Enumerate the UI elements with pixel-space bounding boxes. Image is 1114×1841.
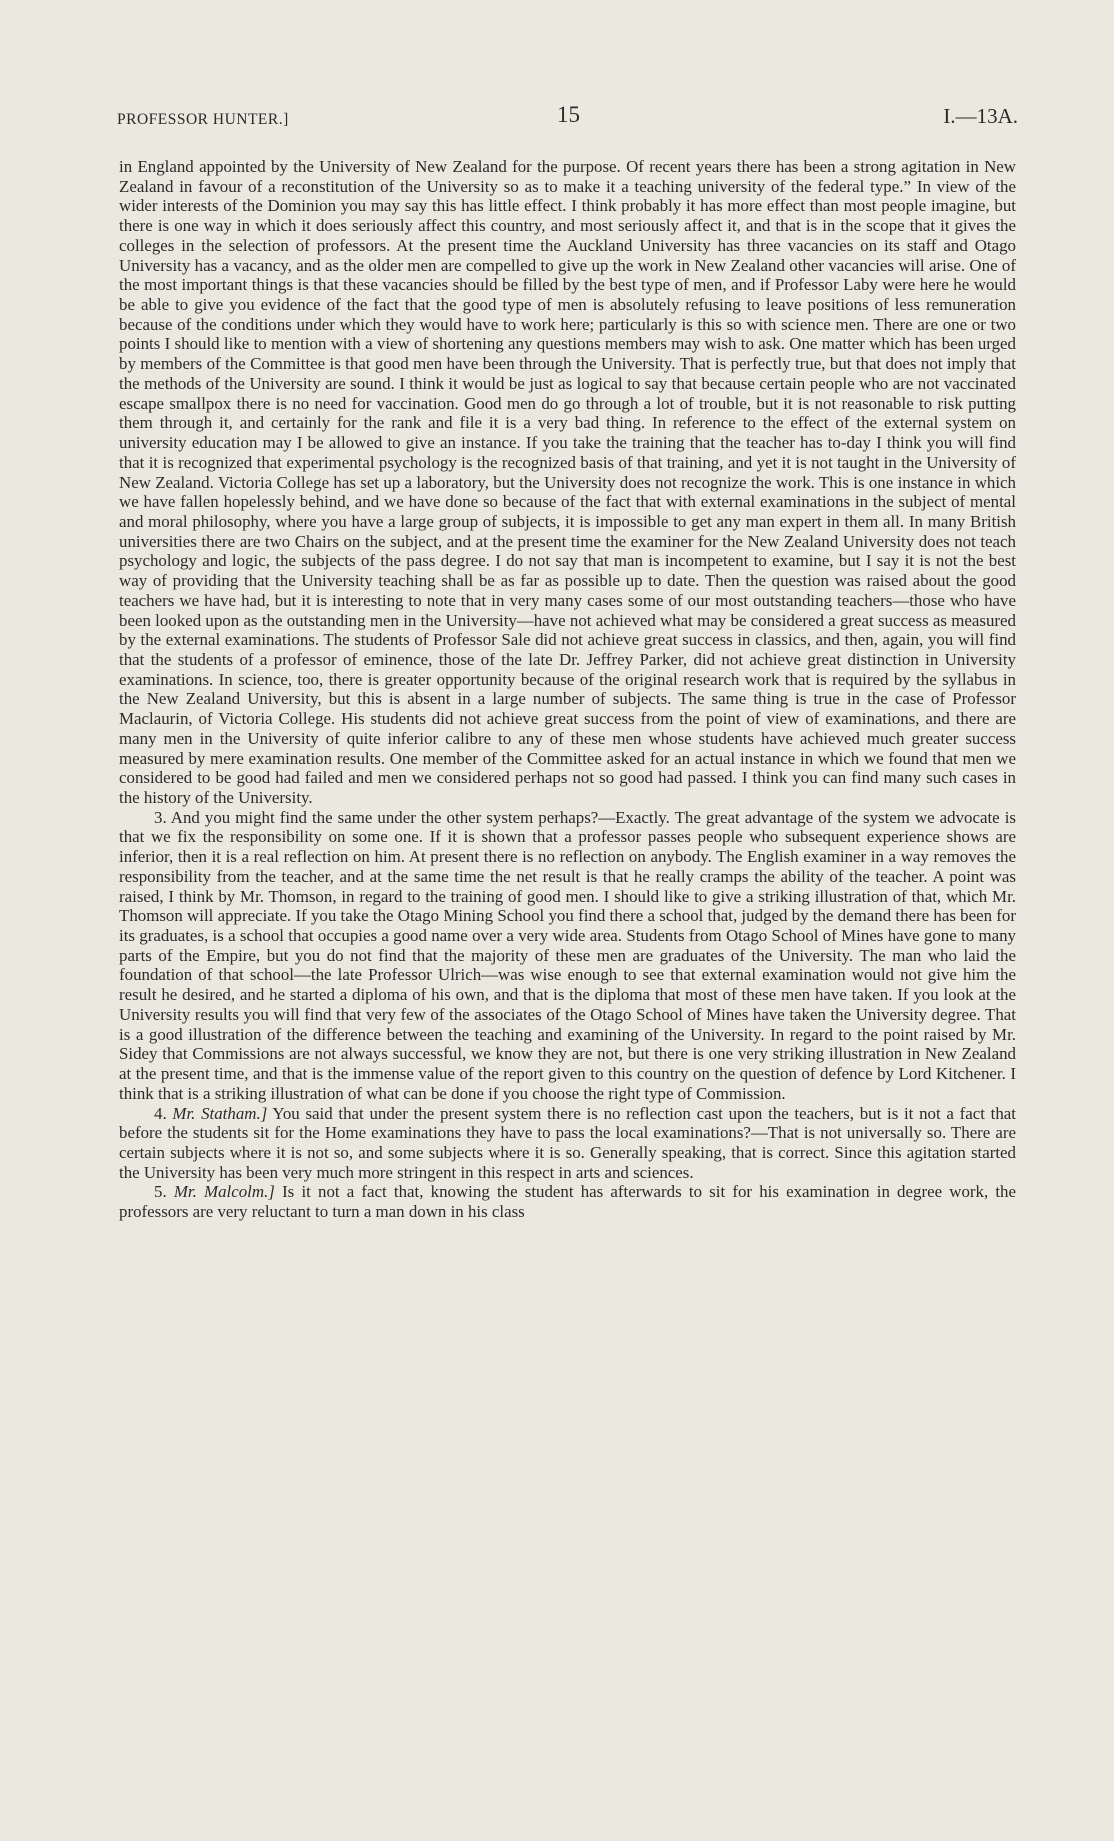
question-number: 5. bbox=[154, 1182, 167, 1202]
page-number: 15 bbox=[557, 102, 580, 127]
paragraph-text: Is it not a fact that, knowing the student has afterwards to sit for his examination in degree work, the professors are very reluctant to turn a man down in his class bbox=[119, 1182, 1016, 1222]
paper-reference: I.—13A. bbox=[943, 104, 1018, 128]
paragraph-continuation bbox=[119, 157, 1016, 808]
speaker-label: Mr. Malcolm.] bbox=[173, 1182, 275, 1202]
page-body bbox=[119, 157, 1016, 1222]
paragraph-5 bbox=[119, 1182, 1016, 1221]
paragraph-4 bbox=[119, 1104, 1016, 1183]
paragraph-text: And you might find the same under the other system perhaps?—Exactly. The great advantage of the system we advocate is that we fix the responsibility on some one. If it is shown that a professor passes people who subsequent experience shows are inferior, then it is a real reflection on him. At present there is no reflection on anybody. The English examiner in a way removes the responsibility from the teacher, and at the same time the net result is that he really cramps the ability of the teacher. A point was raised, I think by Mr. Thomson, in regard to the training of good men. I should like to give a striking illustration of that, which Mr. Thomson will appreciate. If you take the Otago Mining School you find there a school that, judged by the demand there has been for its graduates, is a school that occupies a good name over a very wide area. Students from Otago School of Mines have gone to many parts of the Empire, but you do not find that the majority of these men are graduates of the University. The man who laid the foundation of that school—the late Professor Ulrich—was wise enough to see that external examination would not give him the result he desired, and he started a diploma of his own, and that is the diploma that most of these men have taken. If you look at the University results you will find that very few of the associates of the Otago School of Mines have taken the University degree. That is a good illustration of the difference between the teaching and examining of the University. In regard to the point raised by Mr. Sidey that Commissions are not always successful, we know they are not, but there is one very striking illustration in New Zealand at the present time, and that is the immense value of the report given to this country on the question of defence by Lord Kitchener. I think that is a striking illustration of what can be done if you choose the right type of Commission. bbox=[119, 807, 1016, 1103]
paragraph-3 bbox=[119, 808, 1016, 1104]
speaker-label: Mr. Statham.] bbox=[172, 1103, 268, 1123]
paragraph-text: You said that under the present system there is no reflection cast upon the teachers, but is it not a fact that before the students sit for the Home examinations they have to pass the local examinations?—That is not universally so. There are certain subjects where it is not so, and some subjects where it is so. Generally speaking, that is correct. Since this agitation started the University has been very much more stringent in this respect in arts and sciences. bbox=[119, 1103, 1016, 1182]
running-header bbox=[117, 102, 1018, 132]
question-number: 3. bbox=[154, 807, 167, 827]
paragraph-text: in England appointed by the University of New Zealand for the purpose. Of recent years there has been a strong agitation in New Zealand in favour of a reconstitution of the University so as to make it a teaching university of the federal type.” In view of the wider interests of the Dominion you may say this has little effect. I think probably it has more effect than most people imagine, but there is one way in which it does seriously affect this country, and most seriously affect it, and that is in the scope that it gives the colleges in the selection of professors. At the present time the Auckland University has three vacancies on its staff and Otago University has a vacancy, and as the older men are compelled to give up the work in New Zealand other vacancies will arise. One of the most important things is that these vacancies should be filled by the best type of men, and if Professor Laby were here he would be able to give you evidence of the fact that the good type of men is absolutely refusing to leave positions of less remuneration because of the conditions under which they would have to work here; particularly is this so with science men. There are one or two points I should like to mention with a view of shortening any questions members may wish to ask. One matter which has been urged by members of the Committee is that good men have been through the University. That is perfectly true, but that does not imply that the methods of the University are sound. I think it would be just as logical to say that because certain people who are not vaccinated escape smallpox there is no need for vaccination. Good men do go through a lot of trouble, but it is not reasonable to risk putting them through it, and certainly for the rank and file it is a very bad thing. In reference to the effect of the external system on university education may I be allowed to give an instance. If you take the training that the teacher has to-day I think you will find that it is recognized that experimental psychology is the recognized basis of that training, and yet it is not taught in the University of New Zealand. Victoria College has set up a laboratory, but the University does not recognize the work. This is one instance in which we have fallen hopelessly behind, and we have done so because of the fact that with external examinations in the subject of mental and moral philosophy, where you have a large group of subjects, it is impossible to get any man expert in them all. In many British universities there are two Chairs on the subject, and at the present time the examiner for the New Zealand University does not teach psychology and logic, the subjects of the pass degree. I do not say that man is incompetent to examine, but I say it is not the best way of providing that the University teaching shall be as far as possible up to date. Then the question was raised about the good teachers we have had, but it is interesting to note that in very many cases some of our most outstanding teachers—those who have been looked upon as the outstanding men in the University—have not achieved what may be considered a great success as measured by the external examinations. The students of Professor Sale did not achieve great success in classics, and then, again, you will find that the students of a professor of eminence, those of the late Dr. Jeffrey Parker, did not achieve great distinction in University examinations. In science, too, there is greater opportunity because of the original research work that is required by the syllabus in the New Zealand University, but this is absent in a large number of subjects. The same thing is true in the case of Professor Maclaurin, of Victoria College. His students did not achieve great success from the point of view of examinations, and there are many men in the University of quite inferior calibre to any of these men whose students have achieved much greater success measured by mere examination results. One member of the Committee asked for an actual instance in which we found that men we considered to be good had failed and men we considered perhaps not so good had passed. I think you can find many such cases in the history of the University. bbox=[119, 157, 1016, 807]
question-number: 4. bbox=[154, 1103, 167, 1123]
header-witness-name: PROFESSOR HUNTER.] bbox=[117, 111, 289, 128]
